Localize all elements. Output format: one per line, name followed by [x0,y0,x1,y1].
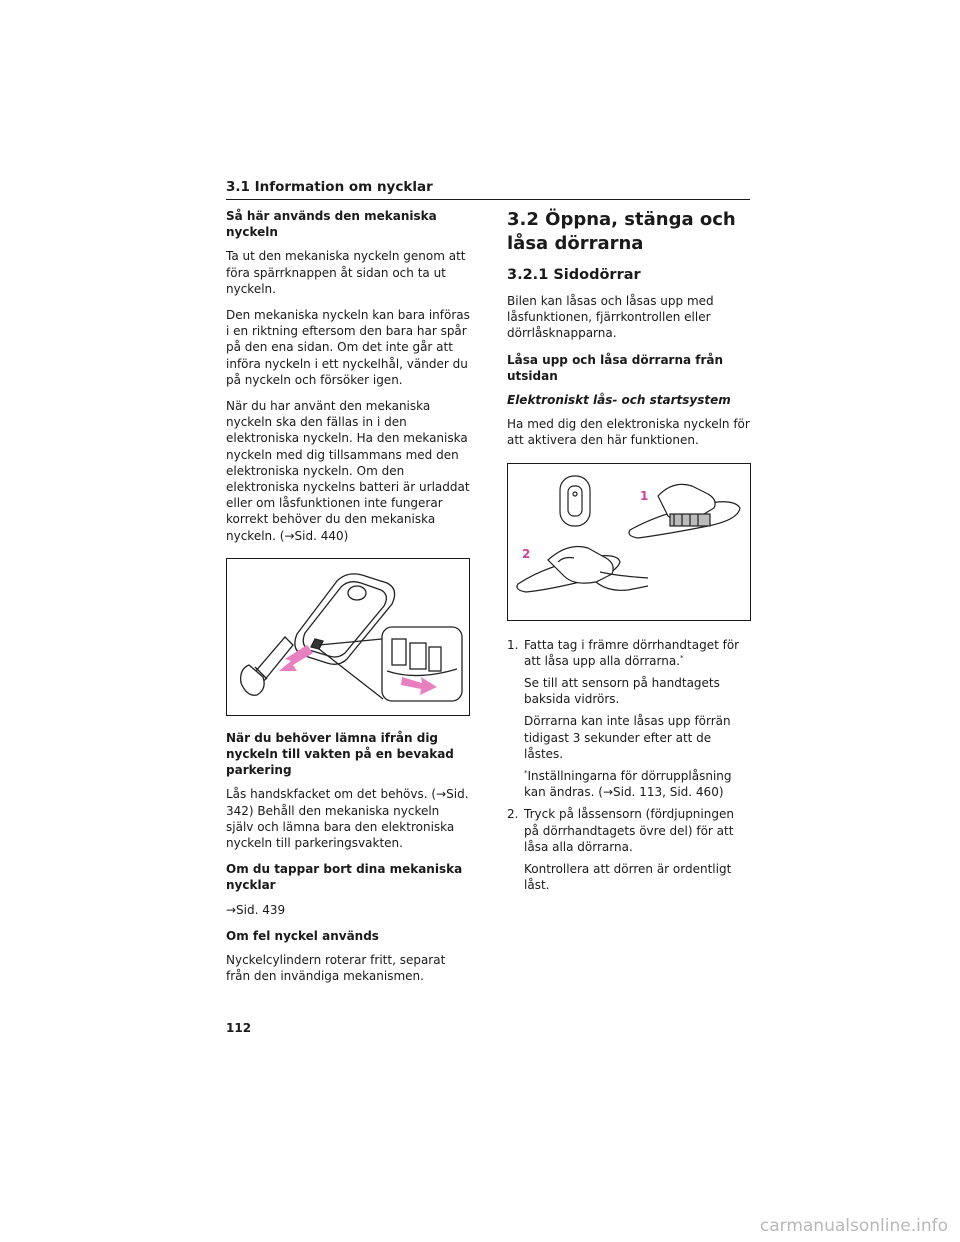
heading-wrong-key: Om fel nyckel används [226,928,379,943]
page-number: 112 [226,1021,252,1035]
page-header [226,179,750,200]
step-note [524,768,751,800]
paragraph: Den mekaniska nyckeln kan bara införas i en riktning eftersom den bara har spår på den ena sidan. Om det inte går att införa nyckeln i ett nyckelhål, vänder du på nyckeln och försöker igen. [226,308,470,387]
paragraph: Nyckelcylindern roterar fritt, separat från den invändiga mekanismen. [226,953,446,984]
footnote-mark: * [524,769,528,778]
heading-valet-parking: När du behöver lämna ifrån dig nyckeln till vakten på en bevakad parkering [226,730,454,778]
right-column [507,208,751,899]
header-title: 3.1 Information om nycklar [226,179,433,195]
left-column [226,208,470,995]
list-item [507,637,751,801]
figure-door-handle [507,463,751,621]
subsection-title: 3.2.1 Sidodörrar [507,267,641,283]
step-text: Fatta tag i främre dörrhandtaget för att låsa upp alla dörrarna. [524,637,740,668]
paragraph: När du har använt den mekaniska nyckeln ska den fällas in i den elektroniska nyckeln. Ha den mekaniska nyckeln med dig tillsammans med den elektroniska nyckeln. Om den elektroniska nyckelns batteri är urladdat eller om låsfunktionen inte fungerar korrekt behöver du den mekaniska nyckeln. (→Sid. 440) [226,399,470,543]
paragraph: Lås handskfacket om det behövs. (→Sid. 342) Behåll den mekaniska nyckeln själv och lämna bara den elektroniska nyckeln till parkeringsvakten. [226,787,469,851]
step-note: Se till att sensorn på handtagets baksida vidrörs. [524,676,720,707]
heading-smart-entry: Elektroniskt lås- och startsystem [507,393,731,408]
footnote-text: Inställningarna för dörrupplåsning kan ändras. (→Sid. 113, Sid. 460) [524,769,732,800]
step-note: Dörrarna kan inte låsas upp förrän tidigast 3 sekunder efter att de låstes. [524,714,731,761]
list-item [507,806,751,893]
heading-lost-keys: Om du tappar bort dina mekaniska nycklar [226,862,463,893]
step-number: 2. [507,807,519,822]
steps-list [507,637,751,894]
paragraph: Ha med dig den elektroniska nyckeln för att aktivera den här funktionen. [507,417,750,448]
footnote-mark: * [680,653,684,662]
header-rule [226,199,750,200]
watermark: carmanualsonline.info [759,1216,948,1236]
step-number: 1. [507,637,519,652]
step-note: Kontrollera att dörren är ordentligt låst. [524,862,732,893]
section-title: 3.2 Öppna, stänga och låsa dörrarna [507,209,736,254]
figure-label-2: 2 [522,546,531,561]
heading-mechanical-key: Så här används den mekaniska nyckeln [226,209,437,240]
figure-label-1: 1 [640,488,649,503]
figure-mechanical-key [226,558,470,716]
heading-lock-unlock: Låsa upp och låsa dörrarna från utsidan [507,352,724,383]
paragraph: Bilen kan låsas och låsas upp med låsfunktionen, fjärrkontrollen eller dörrlåsknapparna. [507,294,714,341]
paragraph: Ta ut den mekaniska nyckeln genom att föra spärrknappen åt sidan och ta ut nyckeln. [226,249,466,296]
step-text: Tryck på låssensorn (fördjupningen på dörrhandtagets övre del) för att låsa alla dörrarna. [524,807,734,854]
paragraph: →Sid. 439 [226,902,286,917]
